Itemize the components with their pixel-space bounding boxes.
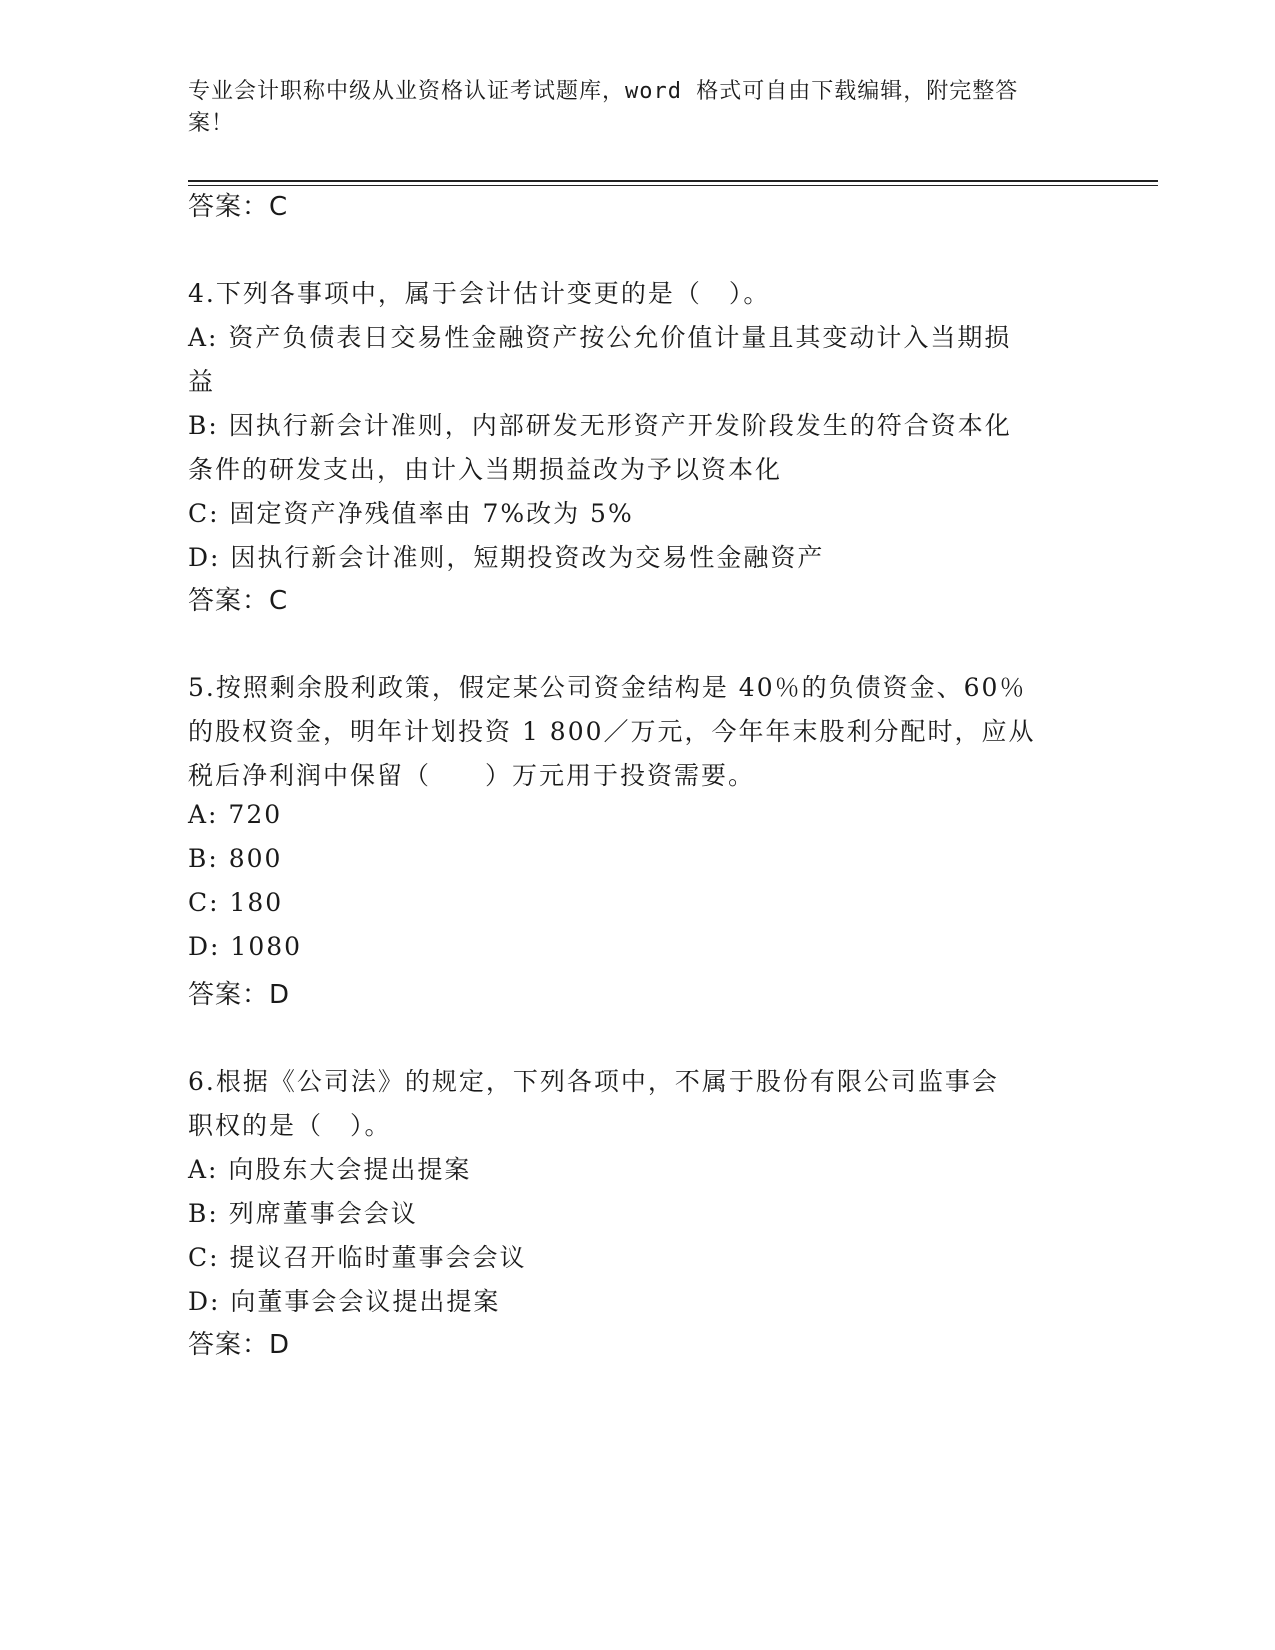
q5-option-c: C: 180 (188, 888, 284, 917)
q6-option-c: C: 提议召开临时董事会会议 (188, 1243, 527, 1272)
header-rule-thick (188, 180, 1158, 182)
q5-option-b: B: 800 (188, 844, 283, 873)
previous-answer: 答案：C (188, 192, 289, 222)
q6-answer: 答案：D (188, 1330, 291, 1360)
q5-answer: 答案：D (188, 980, 291, 1010)
q5-stem-line-1: 5.按照剩余股利政策，假定某公司资金结构是 40％的负债资金、60％ (188, 673, 1027, 702)
q4-stem: 4.下列各事项中，属于会计估计变更的是（ ）。 (188, 279, 771, 308)
q4-option-b-line-1: B: 因执行新会计准则，内部研发无形资产开发阶段发生的符合资本化 (188, 411, 1012, 440)
header-rule-thin (188, 185, 1158, 186)
q6-option-d: D: 向董事会会议提出提案 (188, 1287, 501, 1316)
header-intro-line-1: 专业会计职称中级从业资格认证考试题库，word 格式可自由下载编辑，附完整答 (188, 79, 1019, 104)
q4-option-a-line-2: 益 (188, 367, 216, 396)
q4-option-d: D: 因执行新会计准则，短期投资改为交易性金融资产 (188, 543, 825, 572)
q6-stem-line-1: 6.根据《公司法》的规定，下列各项中，不属于股份有限公司监事会 (188, 1067, 999, 1096)
q5-option-d: D: 1080 (188, 932, 303, 961)
q6-option-a: A: 向股东大会提出提案 (188, 1155, 472, 1184)
q4-option-c: C: 固定资产净残值率由 7%改为 5% (188, 499, 634, 528)
q4-answer: 答案：C (188, 586, 289, 616)
q5-option-a: A: 720 (188, 800, 283, 829)
header-intro-line-2: 案！ (188, 111, 235, 136)
q4-option-a-line-1: A: 资产负债表日交易性金融资产按公允价值计量且其变动计入当期损 (188, 323, 1012, 352)
q6-stem-line-2: 职权的是（ ）。 (188, 1111, 392, 1140)
page-header (188, 76, 1068, 140)
q5-stem-line-3: 税后净利润中保留（ ）万元用于投资需要。 (188, 761, 756, 790)
q6-option-b: B: 列席董事会会议 (188, 1199, 418, 1228)
q5-stem-line-2: 的股权资金，明年计划投资 1 800／万元，今年年末股利分配时，应从 (188, 717, 1036, 746)
q4-option-b-line-2: 条件的研发支出，由计入当期损益改为予以资本化 (188, 455, 783, 484)
